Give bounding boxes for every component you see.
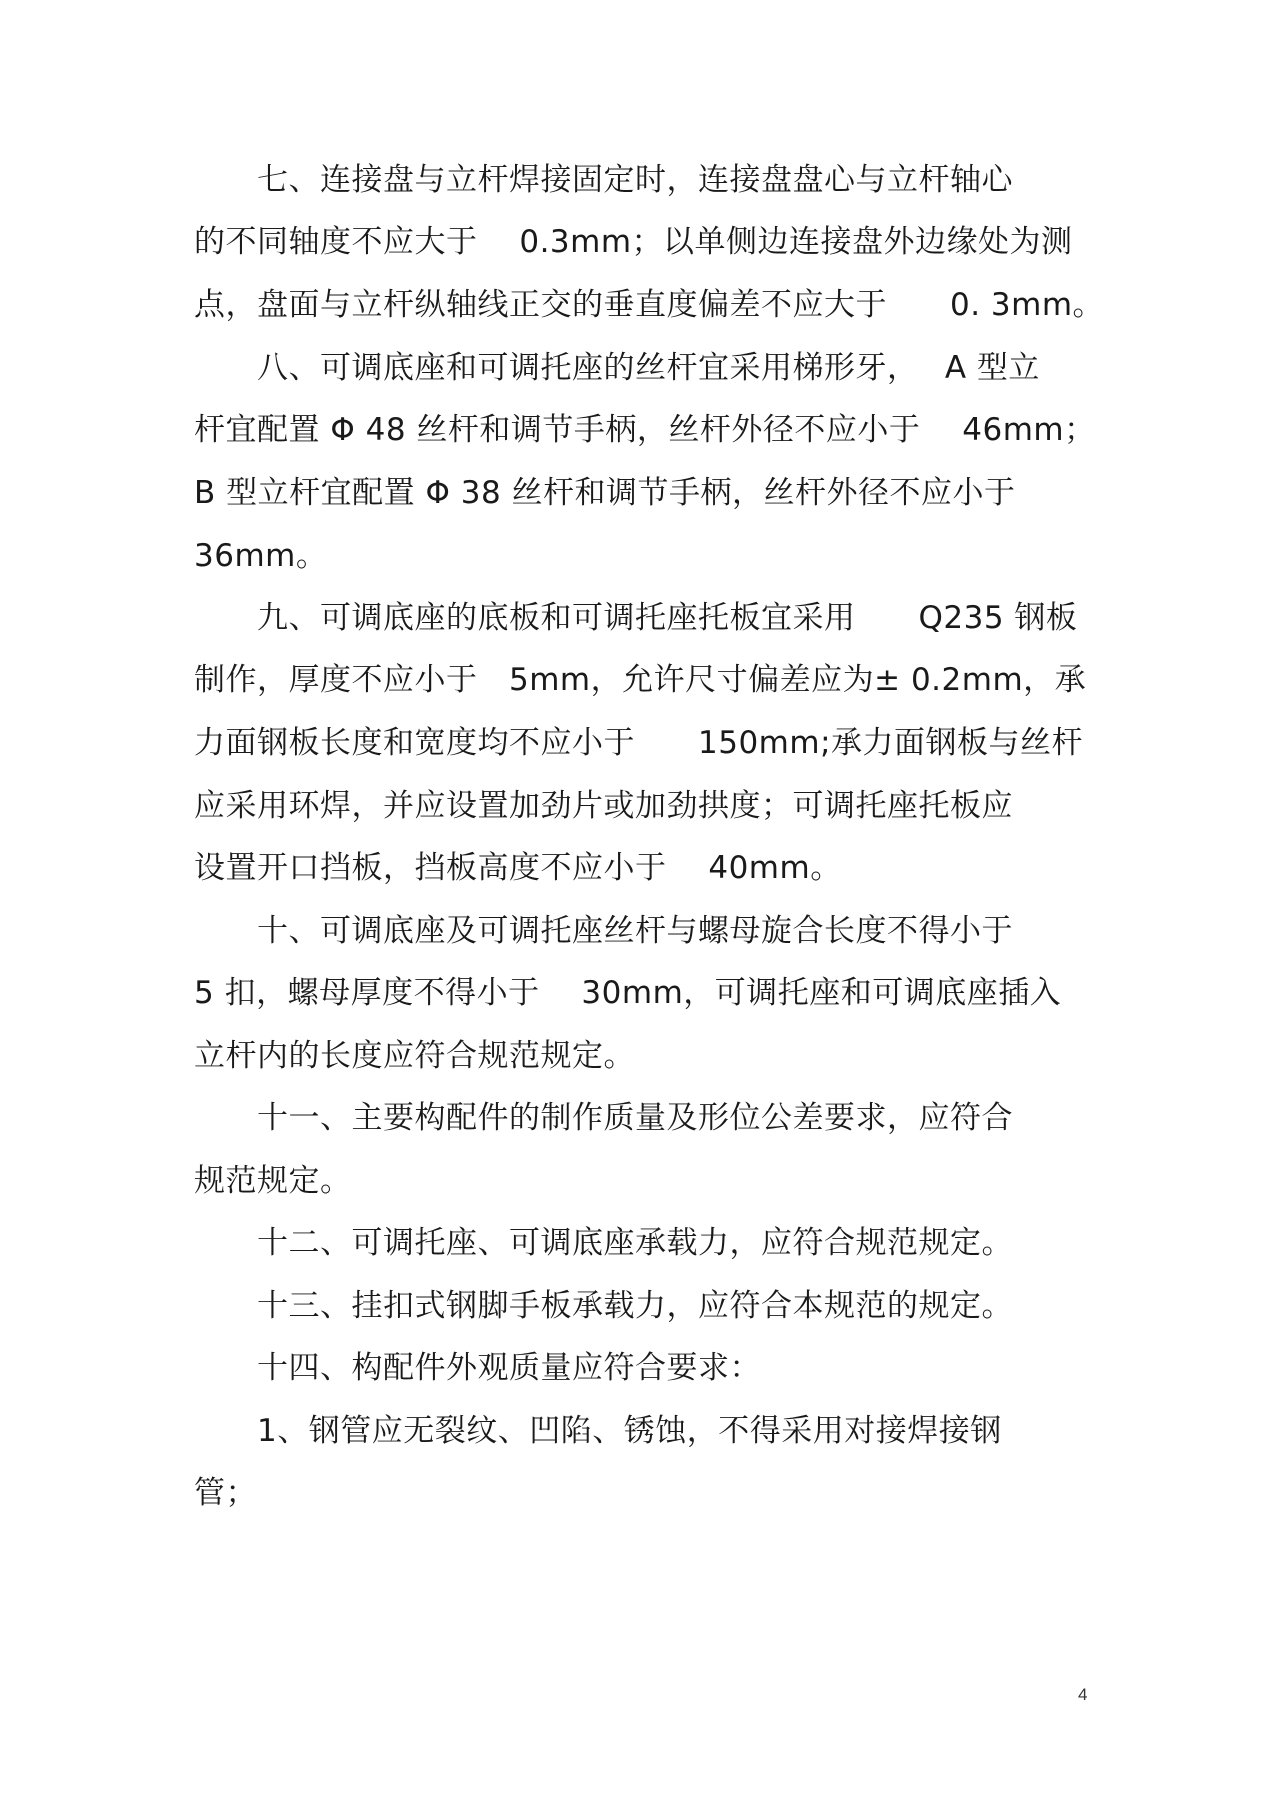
paragraph-9-line-2: 制作，厚度不应小于 5mm，允许尺寸偏差应为± 0.2mm，承: [194, 662, 1087, 698]
paragraph-10-line-2: 5 扣，螺母厚度不得小于 30mm，可调托座和可调底座插入: [194, 975, 1062, 1011]
paragraph-9-line-1: 九、可调底座的底板和可调托座托板宜采用 Q235 钢板: [194, 600, 1078, 636]
paragraph-9-line-4: 应采用环焊，并应设置加劲片或加劲拱度；可调托座托板应: [194, 788, 1013, 824]
paragraph-14-1-line-2: 管；: [194, 1475, 257, 1511]
paragraph-7-line-2: 的不同轴度不应大于 0.3mm；以单侧边连接盘外边缘处为测: [194, 224, 1073, 260]
paragraph-10-line-1: 十、可调底座及可调托座丝杆与螺母旋合长度不得小于: [194, 913, 1013, 949]
paragraph-8-line-1: 八、可调底座和可调托座的丝杆宜采用梯形牙， A 型立: [194, 350, 1040, 386]
paragraph-13-line-1: 十三、挂扣式钢脚手板承载力，应符合本规范的规定。: [194, 1288, 1013, 1324]
paragraph-14-1-line-1: 1、钢管应无裂纹、凹陷、锈蚀，不得采用对接焊接钢: [194, 1413, 1002, 1449]
paragraph-8-line-2: 杆宜配置 Φ 48 丝杆和调节手柄，丝杆外径不应小于 46mm；: [194, 412, 1096, 448]
paragraph-10-line-3: 立杆内的长度应符合规范规定。: [194, 1038, 635, 1074]
paragraph-9-line-3: 力面钢板长度和宽度均不应小于 150mm;承力面钢板与丝杆: [194, 725, 1084, 761]
paragraph-14-line-1: 十四、构配件外观质量应符合要求：: [194, 1350, 761, 1386]
page-number: 4: [1078, 1685, 1088, 1704]
paragraph-11-line-1: 十一、主要构配件的制作质量及形位公差要求，应符合: [194, 1100, 1013, 1136]
paragraph-8-line-3: B 型立杆宜配置 Φ 38 丝杆和调节手柄，丝杆外径不应小于: [194, 475, 1016, 511]
paragraph-12-line-1: 十二、可调托座、可调底座承载力，应符合规范规定。: [194, 1225, 1013, 1261]
paragraph-11-line-2: 规范规定。: [194, 1163, 352, 1199]
paragraph-7-line-1: 七、连接盘与立杆焊接固定时，连接盘盘心与立杆轴心: [194, 162, 1013, 198]
paragraph-7-line-3: 点，盘面与立杆纵轴线正交的垂直度偏差不应大于 0. 3mm。: [194, 287, 1105, 323]
paragraph-8-line-4: 36mm。: [194, 538, 328, 574]
paragraph-9-line-5: 设置开口挡板，挡板高度不应小于 40mm。: [194, 850, 842, 886]
